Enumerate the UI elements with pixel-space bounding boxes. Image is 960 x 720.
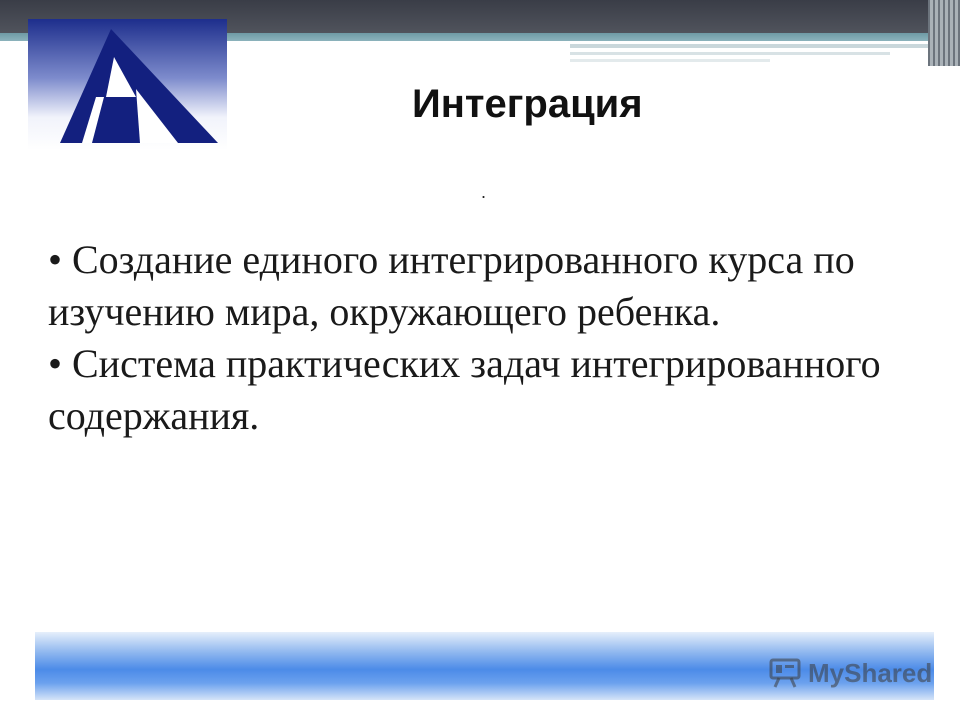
separator-dot: . <box>481 182 487 202</box>
decorative-line <box>570 52 890 55</box>
slide-title: Интеграция <box>412 82 643 126</box>
bullet-item: • Создание единого интегрированного курса по изучению мира, окружающего ребенка. <box>48 237 855 334</box>
decorative-line <box>570 59 770 62</box>
bullet-list <box>48 234 928 442</box>
watermark-label: MyShared <box>808 657 933 688</box>
myshared-watermark <box>768 655 932 691</box>
decorative-line <box>570 44 930 48</box>
presentation-board-icon <box>768 656 802 690</box>
letter-a-logo <box>28 19 227 150</box>
bullet-item: • Система практических задач интегрированного содержания. <box>48 341 881 438</box>
right-edge-decoration <box>928 0 960 66</box>
letter-a-logo-icon <box>28 19 227 150</box>
